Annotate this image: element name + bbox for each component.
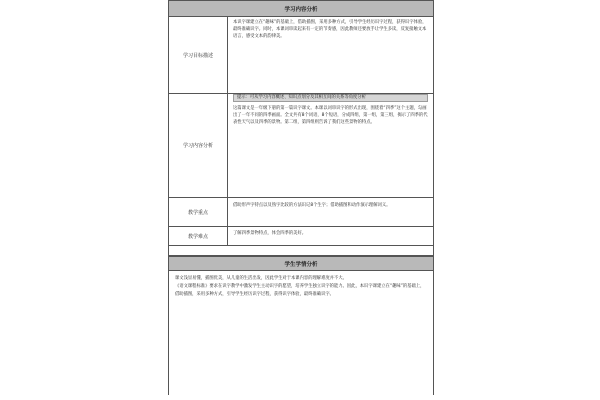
content-analysis-cell xyxy=(228,94,433,197)
label-content-analysis: 学习内容分析 xyxy=(169,94,228,197)
label-learning-objectives: 学习目标描述 xyxy=(169,17,228,93)
section-title-content-analysis: 学习内容分析 xyxy=(169,0,433,17)
section-title-student-analysis: 学生学情分析 xyxy=(169,256,433,271)
row-learning-objectives xyxy=(169,17,433,94)
hint-box: 提示：可从学习内容概述、知识点划分及其相互间的关系等角度分析 xyxy=(233,94,428,102)
student-analysis-paragraph: 《语文课程标准》要求在识字教学中激发学生主动识字的愿望，培养学生独立识字的能力。因此，本识字课建立在“趣味”的基础上，借助插图，采用多种方式，引导学生经历识字过程，获得识字体验，最终准确识字。 xyxy=(175,284,425,297)
student-analysis-paragraph: 课文浅显易懂，插图优美，从儿童的生活出发，因此学生对于本课内容的理解难度并不大。 xyxy=(175,276,347,281)
label-teaching-focus: 教学重点 xyxy=(169,198,228,226)
text-teaching-difficulty: 了解四季景物特点，体会四季的美好。 xyxy=(233,231,307,236)
row-content-analysis xyxy=(169,94,433,198)
text-teaching-focus: 借助形声字特点以及熟字比较的方法识记8个生字；借助插图和动作演示理解词义。 xyxy=(233,203,391,208)
student-analysis-body xyxy=(169,271,433,395)
row-teaching-focus xyxy=(169,198,433,227)
text-learning-objectives: 本识字课建立在“趣味”的基础上，借助插图，采用多种方式，引导学生经历识字过程，获得识字体验，最终准确识字。同时，本课词串读起来有一定的节奏感，因此教师还要放手让学生多读，反复接触文本语言，感受文本的韵律美。 xyxy=(233,20,427,40)
text-content-analysis: 这篇课文是一年级下册的第一篇识字课文。本课以词串识字的形式出现，围绕着“四季”这个主题，勾画出了一年不同的四季画面。全文共有8个词语，8个短语，分成四组，第一组，第三组，揭示了四季的代表性天气以及四季的景物。第二组，第四组则告诉了我们这些景物的特点。 xyxy=(233,106,428,126)
label-teaching-difficulty: 教学难点 xyxy=(169,227,228,245)
analysis-document xyxy=(168,0,434,395)
row-teaching-difficulty xyxy=(169,227,433,246)
spacer-row xyxy=(169,246,433,256)
